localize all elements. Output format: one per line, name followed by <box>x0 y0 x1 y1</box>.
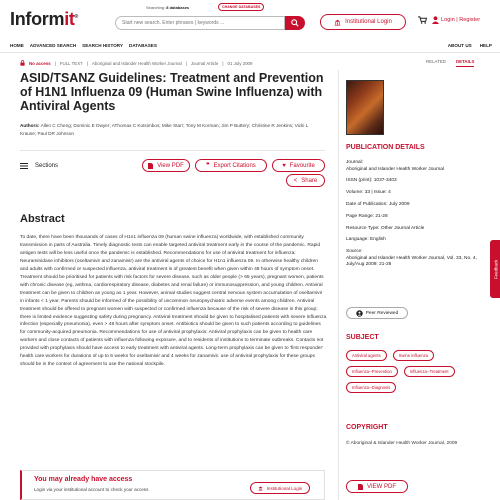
access-login-label: Institutional Login <box>266 485 303 491</box>
article-meta: No access | FULL TEXT | Aboriginal and Islander Health Worker Journal | Journal Article | 01 July 2009 <box>20 60 252 66</box>
side-tabs <box>426 59 474 67</box>
nav-databases[interactable]: DATABASES <box>129 43 157 48</box>
authors-label: Authors: <box>20 123 40 128</box>
institutional-login-label: Institutional Login <box>345 19 392 25</box>
resource-type-label: Resource Type: <box>346 225 380 231</box>
publication-details-heading: PUBLICATION DETAILS <box>346 144 425 151</box>
subject-chip[interactable]: Influenza--Diagnosis <box>346 382 396 393</box>
sections-label: Sections <box>35 163 59 169</box>
copyright-text: © Aboriginal & Islander Health Worker Journal, 2009 <box>346 441 458 446</box>
institution-icon <box>258 486 263 491</box>
access-status: No access <box>29 60 51 66</box>
list-icon <box>20 163 28 169</box>
fulltext-label: FULL TEXT <box>59 60 83 66</box>
subject-heading: SUBJECT <box>346 334 379 341</box>
issue-label: Issue: <box>373 190 387 196</box>
journal-link[interactable]: Aboriginal and Islander Health Worker Journal <box>91 60 182 66</box>
page-range-label: Page Range: <box>346 213 375 219</box>
issn-label: ISSN (print): <box>346 178 373 184</box>
authors <box>20 122 325 138</box>
view-pdf-label: View PDF <box>157 162 184 169</box>
tab-related[interactable]: RELATED <box>426 59 446 64</box>
favourite-label: Favourite <box>289 162 315 169</box>
journal-cover-image <box>346 80 384 135</box>
share-icon: < <box>293 177 298 184</box>
login-register-link[interactable]: Login | Register <box>441 17 481 23</box>
access-institutional-login-button[interactable] <box>250 482 310 494</box>
date-label: Date of Publication: <box>346 201 388 207</box>
abstract-text: To date, there have been thousands of cases of H1n1 influenza 09 (human swine influenza) worldwide, with established community transmission in parts of Australia. Timely diagnostic tests can enable targeted antiviral treatment early in the course of the pandemic. Rapid antigen tests will be less useful once the pandemic is established. Recommendations for use of antiviral treatment for influenza: Neuraminidase inhibitors (oseltamivir and zanamivir) are the antiviral agents of choice for H1n1 influenza 09. In otherwise healthy children and adults with confirmed or suspected influenza, antiviral treatment is of greatest benefit when given within 48 hours of symptom onset. Treatment should be prioritised for patients with risk factors for severe disease, such as older people (> 65 years), pregnant women, patients with chronic disease (eg, asthma, cardiorespiratory disease, diabetes and renal failure) or immunosuppression, and young children. Antiviral treatment can be given to children as young as 1 year. However, animal studies suggest central nervous system accumulation of oseltamivir in infants < 1 year. Parents should be informed of the possibility of uncommon neuropsychiatric adverse events among children. Antiviral treatment should be offered to pregnant women with suspected or confirmed influenza because of the risk of severe disease in this group; there is limited evidence suggesting safety during pregnancy. Antiviral treatment should be given to hospitalised patients with severe influenza infection (especially pneumonia), even > 48 hours after symptom onset. Antibiotics should be given to such patients according to guidelines for community-acquired pneumonia. Recommendations for use of antiviral prophylaxis: Antiviral prophylaxis can be given to health care workers and close contacts of patients with influenza following exposure, and to residents of institutions to terminate outbreaks. Contacts not provided with prophylaxis should have access to early treatment with antiviral agents. Long-term prophylaxis can be given to 'first responder' health care workers for durations of up to 6 weeks for oseltamivir and 4 weeks for zanamivir. use of antiviral prophylaxis for these groups should be in the context of agreement to use the national stockpile. <box>20 235 327 368</box>
searching-label: Searching: <box>146 5 166 10</box>
nav-about-us[interactable]: ABOUT US <box>447 43 472 48</box>
copyright-heading: COPYRIGHT <box>346 424 388 431</box>
favourite-button[interactable] <box>272 159 325 172</box>
volume-value: 33 <box>364 190 371 196</box>
resource-type-value: Other Journal Article <box>380 225 425 231</box>
access-text: Login via your institutional account to check your access <box>34 487 149 492</box>
pdf-icon <box>358 484 363 490</box>
language-label: Language: <box>346 237 369 243</box>
peer-reviewed-badge <box>346 307 408 319</box>
page-range-value: 21-28 <box>375 213 388 219</box>
change-databases-button[interactable]: CHANGE DATABASES <box>218 3 264 11</box>
article-title: ASID/TSANZ Guidelines: Treatment and Prevention of H1N1 Influenza 09 (Human Swine Influenza) with Antiviral Agents <box>20 71 324 113</box>
issue-value: 4 <box>388 190 391 196</box>
nav-search-history[interactable]: SEARCH HISTORY <box>82 43 123 48</box>
export-citations-label: Export Citations <box>213 162 256 169</box>
main-nav <box>10 43 157 48</box>
journal-value: Aboriginal and Islander Health Worker Journal <box>346 166 445 172</box>
tab-details[interactable]: DETAILS <box>456 59 474 67</box>
language-value: English <box>370 237 386 243</box>
issn-value: 1037-3403 <box>373 178 397 184</box>
secondary-nav <box>448 43 492 48</box>
user-icon[interactable] <box>432 16 439 26</box>
logo-accent-text: it <box>64 9 75 29</box>
export-citations-button[interactable] <box>195 159 267 172</box>
search-icon <box>291 19 299 27</box>
subject-chip[interactable]: Influenza--Treatment <box>404 366 455 377</box>
nav-advanced-search[interactable]: ADVANCED SEARCH <box>29 43 77 48</box>
volume-label: Volume: <box>346 190 364 196</box>
share-button[interactable] <box>286 174 325 187</box>
sidebar-view-pdf-label: VIEW PDF <box>366 483 396 490</box>
quote-icon: ❞ <box>206 163 210 169</box>
sections-toggle[interactable] <box>20 163 58 169</box>
logo-text: Inform <box>10 9 65 29</box>
article-date: 01 July 2009 <box>227 60 253 66</box>
divider <box>0 52 500 53</box>
logo-mark: ® <box>74 14 78 20</box>
heart-icon: ♥ <box>282 162 286 169</box>
feedback-tab[interactable]: Feedback <box>490 240 500 298</box>
authors-list[interactable]: Allen C Cheng; Dominic E Dwyer; AThomas C Kotsimbos; Mike Starr; Tony M Korman; Jim P Buttery; Christine R Jenkins; Vicki L Krause; Paul DR Johnson <box>20 123 309 136</box>
subject-chip[interactable]: Antiviral agents <box>346 350 387 361</box>
abstract-heading: Abstract <box>20 213 65 225</box>
source-value: Aboriginal and Islander Health Worker Journal, Vol. 33, No. 4, July/Aug 2009: 21-28 <box>346 255 477 268</box>
informit-logo[interactable] <box>10 9 78 30</box>
people-icon <box>356 310 363 317</box>
peer-reviewed-label: Peer Reviewed <box>365 310 399 316</box>
searching-indicator <box>146 5 189 10</box>
access-heading: You may already have access <box>34 476 133 483</box>
date-value: July 2009 <box>388 201 410 207</box>
institutional-login-button[interactable] <box>320 14 406 30</box>
search-button[interactable] <box>285 16 305 30</box>
nav-help[interactable]: HELP <box>479 43 492 48</box>
nav-home[interactable]: HOME <box>10 43 24 48</box>
subject-chips <box>346 350 486 393</box>
sidebar-view-pdf-button[interactable] <box>346 480 408 493</box>
article-type: Journal Article <box>190 60 219 66</box>
search-input[interactable] <box>115 16 285 30</box>
share-label: Share <box>301 177 318 184</box>
institution-icon <box>334 19 341 26</box>
publication-details: Journal: Aboriginal and Islander Health Worker Journal ISSN (print): 1037-3403 Volume: 33 | Issue: 4 Date of Publication: July 2009 Page Range: 21-28 Resource Type: Other Journal Article Language: English Source: Aboriginal and Islander Health Worker Journal, Vol. 33, No. 4, July/Aug 2009: 21-28 <box>346 160 477 268</box>
subject-chip[interactable]: Swine influenza <box>393 350 434 361</box>
view-pdf-button[interactable] <box>142 159 190 172</box>
lock-icon <box>20 60 25 66</box>
divider <box>20 150 325 151</box>
pdf-icon <box>148 163 153 169</box>
databases-count: 8 databases <box>166 5 190 10</box>
cart-icon[interactable] <box>418 16 427 26</box>
source-label: Source: <box>346 249 363 255</box>
subject-chip[interactable]: Influenza--Prevention <box>346 366 398 377</box>
journal-label: Journal: <box>346 160 364 165</box>
